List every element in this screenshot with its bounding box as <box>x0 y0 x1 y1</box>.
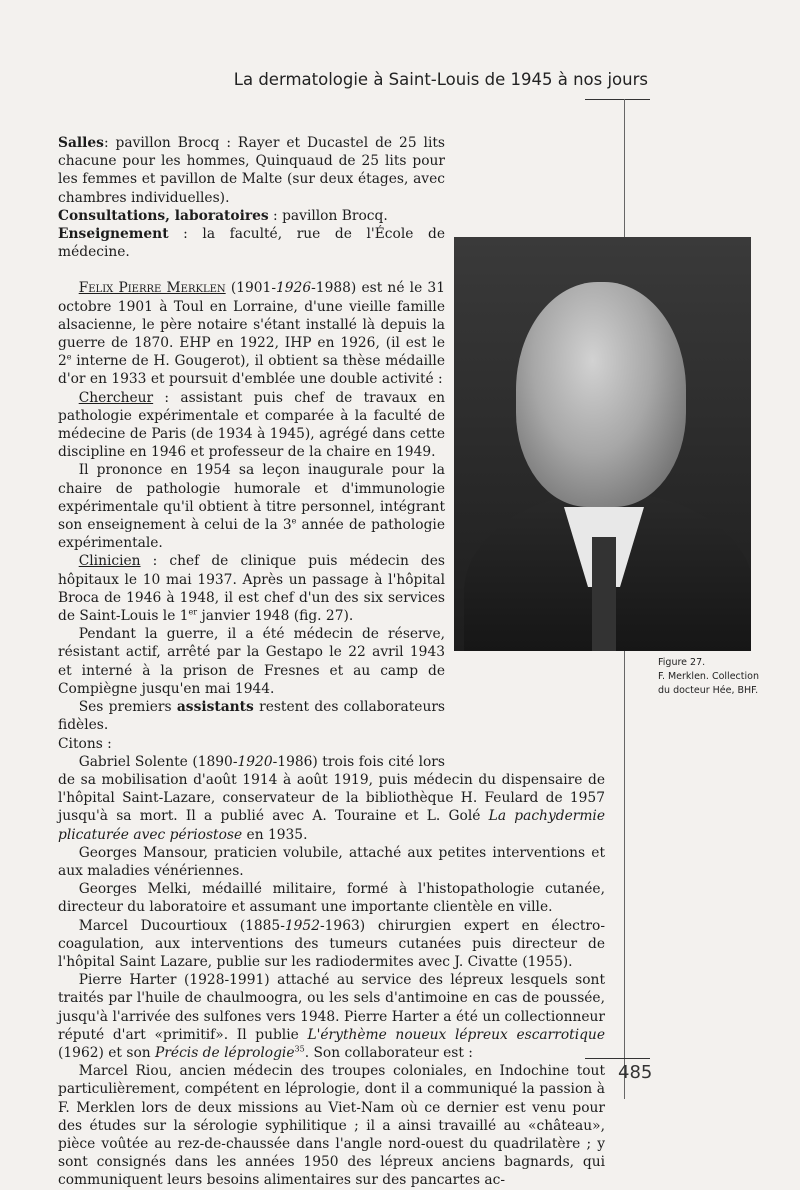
caption-label: Figure 27. <box>658 657 706 668</box>
body-text <box>58 134 605 1190</box>
caption-line: F. Merklen. Collection <box>658 671 759 682</box>
paragraph-clinicien: Clinicien : chef de clinique puis médecin des hôpitaux le 10 mai 1937. Après un passage à l'hôpital Broca de 1946 à 1948, il est chef d'un des six services de Saint-Louis le 1er janvier 1948 (fig. 27). <box>58 553 445 625</box>
page-number: 485 <box>618 1062 653 1083</box>
label-consultations: Consultations, laboratoires <box>58 207 269 224</box>
header-rule <box>585 99 650 100</box>
label-enseignement: Enseignement <box>58 226 169 243</box>
paragraph-solente: Gabriel Solente (1890-1920-1986) trois fois cité lors de sa mobilisation d'août 1914 à août 1919, puis médecin du dispensaire de l'hôpital Saint-Lazare, conservateur de la bibliothèque H. Feulard de 1957 jusqu'à sa mort. Il a publié avec A. Touraine et L. Golé La pachydermie plicaturée avec périostose en 1935. <box>58 753 605 843</box>
paragraph-lecon: Il prononce en 1954 sa leçon inaugurale pour la chaire de pathologie humorale et d'immunologie expérimentale qu'il obtient à titre personnel, intégrant son enseignement à celui de la 3e année de pathologie expérimentale. <box>58 462 445 552</box>
paragraph-assistants: Ses premiers assistants restent des collaborateurs fidèles. <box>58 699 446 734</box>
figure-caption <box>658 656 768 698</box>
paragraph-enseignement: Enseignement : la faculté, rue de l'École de médecine. <box>58 226 445 261</box>
paragraph-harter: Pierre Harter (1928-1991) attaché au service des lépreux lesquels sont traités par l'huile de chaulmoogra, ou les sels d'antimoine en cas de poussée, jusqu'à l'arrivée des sulfones vers 1948. Pierre Harter a été un collectionneur réputé d'art «primitif». Il publie L'érythème noueux lépreux escarrotique (1962) et son Précis de léprologie$^{35}$. Son collaborateur est : <box>58 972 605 1061</box>
label-clinicien: Clinicien <box>78 553 141 570</box>
caption-line: du docteur Hée, BHF. <box>658 685 759 696</box>
person-name: Felix Pierre Merklen <box>78 280 226 297</box>
running-title: La dermatologie à Saint-Louis de 1945 à nos jours <box>233 70 648 89</box>
paragraph-melki: Georges Melki, médaillé militaire, formé à l'histopathologie cutanée, directeur du laboratoire et assumant une importante clientèle en ville. <box>58 881 605 916</box>
label-chercheur: Chercheur <box>78 389 154 406</box>
paragraph-riou: Marcel Riou, ancien médecin des troupes coloniales, en Indochine tout particulièrement, compétent en léprologie, dont il a communiqué la passion à F. Merklen lors de deux missions au Viet-Nam où ce dernier est venu pour des études sur la sérologie syphilitique ; il a ainsi travaillé au «château», pièce voûtée au rez-de-chaussée dans l'angle nord-ouest du quadrilatère ; y sont consignés dans les années 1950 des lépreux anciens bagnards, qui communiquent leurs besoins alimentaires sur des pancartes ac- <box>58 1063 605 1189</box>
paragraph-citons: Citons : <box>58 735 112 752</box>
paragraph-consultations: Consultations, laboratoires : pavillon Brocq. <box>58 207 388 224</box>
label-salles: Salles <box>58 135 104 151</box>
paragraph-mansour: Georges Mansour, praticien volubile, attaché aux petites interventions et aux maladies vénériennes. <box>58 844 605 879</box>
paragraph-merklen: Felix Pierre Merklen (1901-1926-1988) est né le 31 octobre 1901 à Toul en Lorraine, d'une vieille famille alsacienne, le père notaire s'étant installé là depuis la guerre de 1870. EHP en 1922, IHP en 1926, (il est le 2e interne de H. Gougerot), il obtient sa thèse médaille d'or en 1933 et poursuit d'emblée une double activité : <box>58 280 445 388</box>
paragraph-guerre: Pendant la guerre, il a été médecin de réserve, résistant actif, arrêté par la Gestapo le 22 avril 1943 et interné à la prison de Fresnes et au camp de Compiègne jusqu'en mai 1944. <box>58 626 445 697</box>
paragraph-salles: Salles: pavillon Brocq : Rayer et Ducastel de 25 lits chacune pour les hommes, Quinquaud de 25 lits pour les femmes et pavillon de Malte (sur deux étages, avec chambres individuelles). <box>58 135 445 206</box>
paragraph-ducourtioux: Marcel Ducourtioux (1885-1952-1963) chirurgien expert en électro-coagulation, aux interventions des tumeurs cutanées puis directeur de l'hôpital Saint Lazare, publie sur les radiodermites avec J. Civatte (1955). <box>58 917 605 970</box>
paragraph-chercheur: Chercheur : assistant puis chef de travaux en pathologie expérimentale et comparée à la faculté de médecine de Paris (de 1934 à 1945), agrégé dans cette discipline en 1946 et professeur de la chaire en 1949. <box>58 389 445 461</box>
